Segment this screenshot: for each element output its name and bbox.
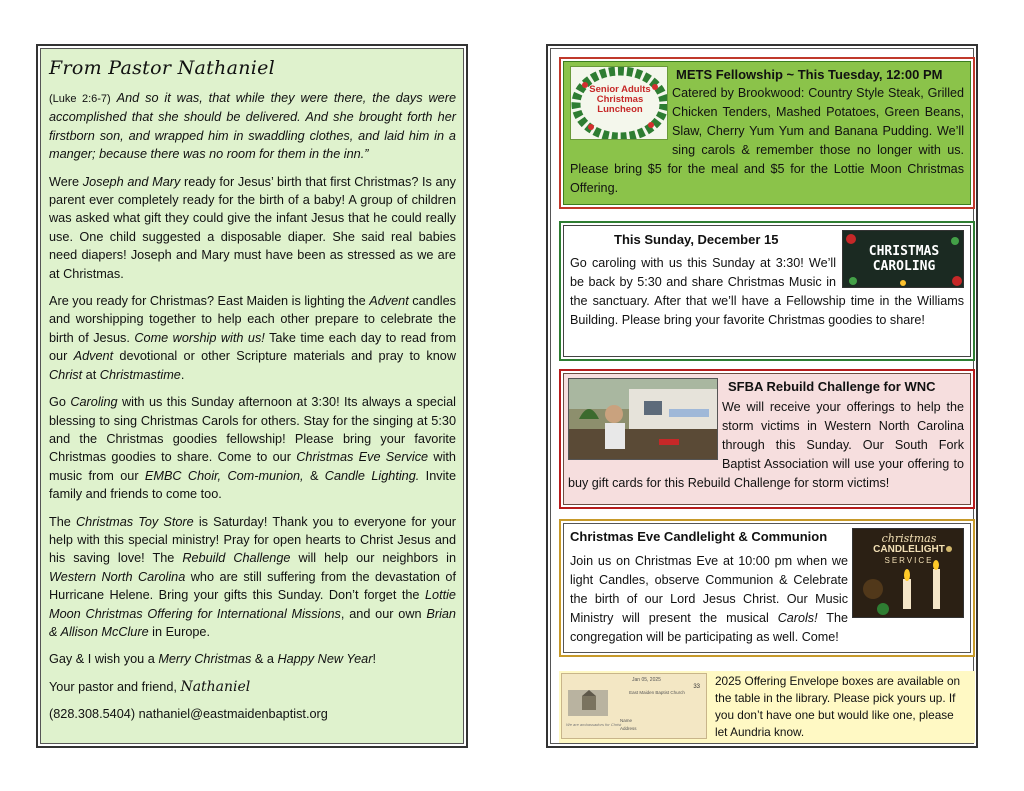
offering-envelope-box bbox=[559, 671, 975, 743]
church-photo-icon bbox=[568, 690, 608, 716]
christmas-eve-body: Join us on Christmas Eve at 10:00 pm when we light Candles, observe Communion & Celebrate the birth of our Lord Jesus Christ. Our Music Ministry will present the musical Carols! The congregation will be participating as well. Come! bbox=[570, 554, 848, 644]
mets-title: METS Fellowship ~ This Tuesday, 12:00 PM bbox=[676, 67, 943, 82]
sfba-rebuild-box bbox=[559, 369, 975, 509]
paragraph-joseph-mary: Were Joseph and Mary ready for Jesus’ birth that first Christmas? Is any parent ever completely ready for the birth of a baby! A group of children was asked what gift they could give the infant Jesus that he could really use. One child suggested a disposable diaper. She said real babies need diapers! Joseph and Mary must have been as stressed as we are at Christmas. bbox=[49, 174, 457, 281]
announcements-page bbox=[546, 44, 978, 748]
mets-body: Catered by Brookwood: Country Style Steak, Grilled Chicken Tenders, Mashed Potatoes, Green Beans, Slaw, Cherry Yum Yum and Banana Pudding. We’ll sing carols & remember those no longer with us. Please bring $5 for the meal and $5 for the Lottie Moon Christmas Offering. bbox=[570, 86, 964, 195]
pastor-letter-page bbox=[36, 44, 468, 748]
closing-line: Your pastor and friend, Nathaniel bbox=[49, 678, 251, 695]
sfba-body: We will receive your offerings to help the storm victims in Western North Carolina through this Sunday. Our South Fork Baptist Association will use your offering to buy gift cards for this Rebuild Challenge for storm victims! bbox=[568, 400, 964, 490]
caroling-body: Go caroling with us this Sunday at 3:30! We’ll be back by 5:30 and share Christmas Music in the sanctuary. After that we’ll have a Fellowship time in the Williams Building. Please bring your favorite Christmas goodies to share! bbox=[570, 256, 964, 327]
christmas-eve-title: Christmas Eve Candlelight & Communion bbox=[570, 529, 828, 544]
paragraph-caroling: Go Caroling with us this Sunday afternoon at 3:30! Its always a special blessing to sing Christmas Carols for others. Stay for the singing at 5:30 and the Christmas goodies fellowship! Please bring your favorite Christmas goodies to share. Come to our Christmas Eve Service with music from our EMBC Choir, Com-munion, & Candle Lighting. Invite family and friends to come too. bbox=[49, 395, 457, 502]
paragraph-advent: Are you ready for Christmas? East Maiden is lighting the Advent candles and worshipping together to help each other prepare to celebrate the birth of Jesus. Come worship with us! Take time each day to read from our Advent devotional or other Scripture materials and pray to know Christ at Christmastime. bbox=[49, 294, 457, 382]
sfba-title: SFBA Rebuild Challenge for WNC bbox=[728, 379, 936, 394]
contact-line: (828.308.5404) nathaniel@eastmaidenbaptist.org bbox=[49, 707, 328, 722]
christmas-caroling-image: CHRISTMAS CAROLING bbox=[842, 230, 964, 288]
paragraph-greeting: Gay & I wish you a Merry Christmas & a Happy New Year! bbox=[49, 652, 376, 667]
scripture-ref: (Luke 2:6-7) bbox=[49, 93, 111, 105]
scripture-text: And so it was, that while they were there, the days were accomplished that she should be delivered. And she brought forth her firstborn son, and wrapped him in swaddling clothes, and laid him in a manger; because there was no room for them in the inn.” bbox=[49, 91, 456, 162]
paragraph-toy-store: The Christmas Toy Store is Saturday! Thank you to everyone for your help with this special ministry! Pray for open hearts to Christ Jesus and his saving love! The Rebuild Challenge will help our neighbors in Western North Carolina who are still suffering from the devastation of Hurricane Helene. Bring your gifts this Sunday. Don’t forget the Lottie Moon Christmas Offering for International Missions, and our own Brian & Allison McClure in Europe. bbox=[49, 514, 457, 639]
pastor-letter-panel bbox=[40, 48, 464, 744]
caroling-box bbox=[559, 221, 975, 361]
caroling-title: This Sunday, December 15 bbox=[614, 232, 779, 247]
christmas-eve-box bbox=[559, 519, 975, 657]
letter-title: From Pastor Nathaniel bbox=[49, 57, 276, 79]
mets-fellowship-box bbox=[559, 57, 975, 209]
candlelight-service-image: christmas CANDLELIGHT SERVICE bbox=[852, 528, 964, 618]
announcements-panel bbox=[550, 48, 974, 744]
scripture-paragraph bbox=[49, 89, 456, 164]
senior-luncheon-image: Senior Adults Christmas Luncheon bbox=[570, 66, 668, 140]
house-photo-icon bbox=[569, 379, 718, 460]
envelope-body: 2025 Offering Envelope boxes are available on the table in the library. Please pick yours up. If you don’t have one but would like one, please let Aundria know. bbox=[715, 674, 961, 739]
offering-envelope-image: Jan 05, 2025 33 East Maiden Baptist Church We are ambassadors for Christ Name Address bbox=[561, 673, 707, 739]
rebuild-photo bbox=[568, 378, 718, 460]
signature: Nathaniel bbox=[180, 678, 251, 695]
